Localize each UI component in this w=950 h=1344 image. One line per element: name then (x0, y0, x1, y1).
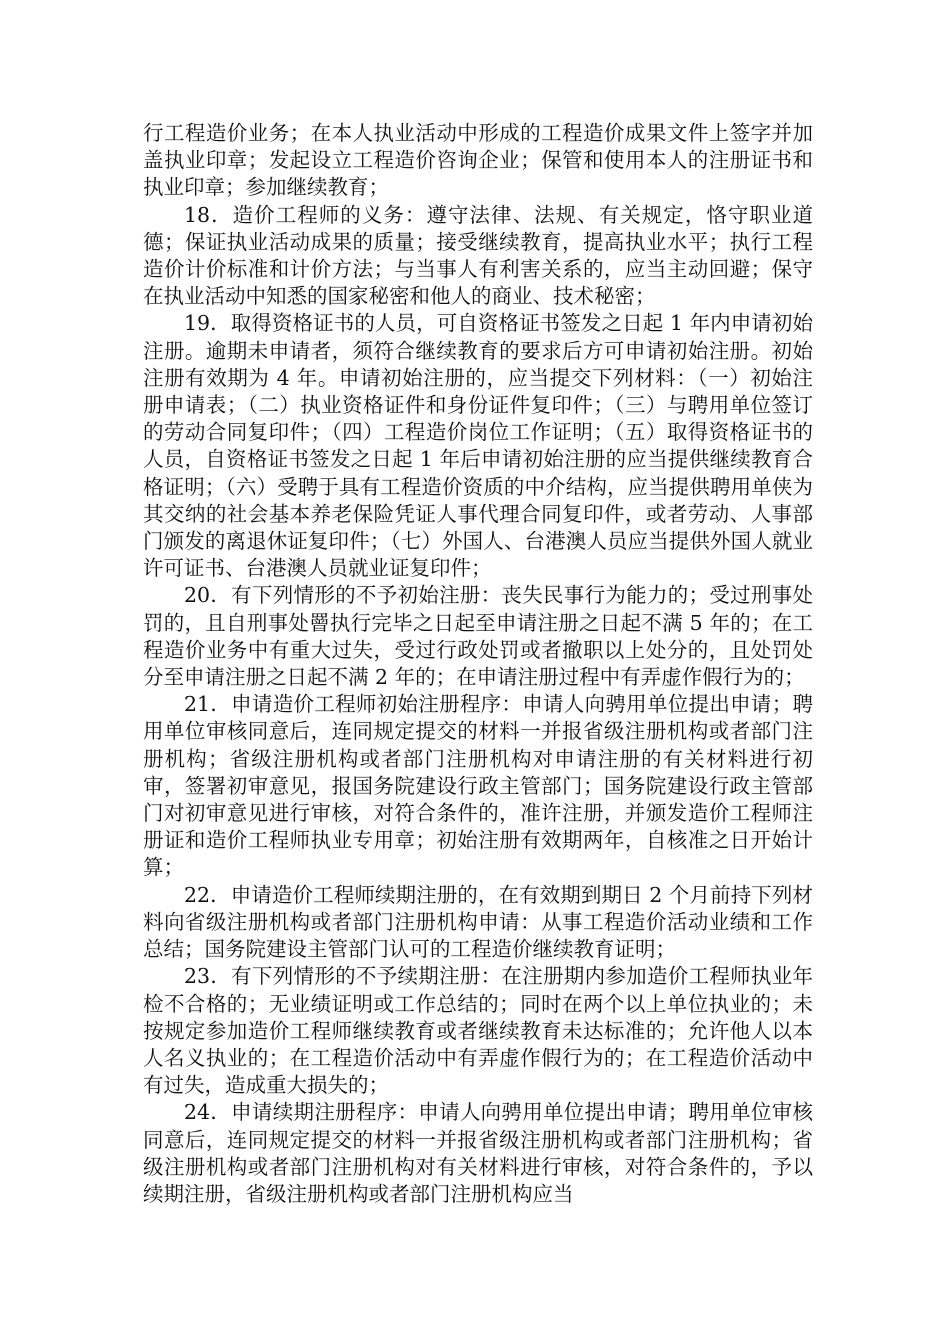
paragraph-23: 23．有下列情形的不予续期注册：在注册期内参加造价工程师执业年检不合格的；无业绩证明或工作总结的；同时在两个以上单位执业的；未按规定参加造价工程师继续教育或者继续教育未达标准的；允许他人以本人名义执业的；在工程造价活动中有弄虚作假行为的；在工程造价活动中有过失，造成重大损失的； (143, 964, 813, 1098)
paragraph-24: 24．申请续期注册程序：申请人向骋用单位提出申请；聘用单位审核同意后，连同规定提交的材料一并报省级注册机构或者部门注册机构；省级注册机构或者部门注册机构对有关材料进行审核，对符合条件的，予以续期注册，省级注册机构或者部门注册机构应当 (143, 1100, 813, 1206)
paragraph-continuation: 行工程造价业务；在本人执业活动中形成的工程造价成果文件上签字并加盖执业印章；发起设立工程造价咨询企业；保管和使用本人的注册证书和执业印章；参加继续教育； (143, 121, 813, 200)
document-page (143, 120, 813, 1208)
paragraph-18: 18．造价工程师的义务：遵守法律、法规、有关规定，恪守职业道德；保证执业活动成果的质量；接受继续教育，提高执业水平；执行工程造价计价标准和计价方法；与当事人有利害关系的，应当主动回避；保守在执业活动中知悉的国家秘密和他人的商业、技术秘密； (143, 202, 813, 309)
paragraph-22: 22．申请造价工程师续期注册的，在有效期到期日 2 个月前持下列材料向省级注册机构或者部门注册机构申请：从事工程造价活动业绩和工作总结；国务院建设主管部门认可的工程造价继续教育证明； (143, 882, 813, 962)
paragraph-20: 20．有下列情形的不予初始注册：丧失民事行为能力的；受过刑事处罚的，且自刑事处罾执行完毕之日起至申请注册之日起不满 5 年的；在工程造价业务中有重大过失，受过行政处罚或者撤职以上处分的，且处罚处分至申请注册之日起不满 2 年的；在申请注册过程中有弄虚作假行为的； (143, 583, 813, 690)
paragraph-21: 21．申请造价工程师初始注册程序：申请人向骋用单位提出申请；聘用单位审核同意后，连同规定提交的材料一并报省级注册机构或者部门注册机构；省级注册机构或者部门注册机构对申请注册的有关材料进行初审，签署初审意见，报国务院建设行政主管部门；国务院建设行政主管部门对初审意见进行审核，对符合条件的，准许注册，并颁发造价工程师注册证和造价工程师执业专用章；初始注册有效期两年，自核准之日开始计算； (143, 692, 813, 880)
paragraph-19: 19．取得资格证书的人员，可自资格证书签发之日起 1 年内申请初始注册。逾期未申请者，须符合继续教育的要求后方可申请初始注册。初始注册有效期为 4 年。申请初始注册的，应当提交下列材料：（一）初始注册申请表；（二）执业资格证件和身份证件复印件；（三）与聘用单位签订的劳动合同复印件；（四）工程造价岗位工作证明；（五）取得资格证书的人员，自资格证书签发之日起 1 年后申请初始注册的应当提供继续教育合格证明；（六）受聘于具有工程造价资质的中介结构，应当提供聘用单侠为其交纳的社会基本养老保险凭证人事代理合同复印件，或者劳动、人事部门颁发的离退休证复印件；（七）外国人、台港澳人员应当提供外国人就业许可证书、台港澳人员就业证复印件； (143, 311, 813, 581)
